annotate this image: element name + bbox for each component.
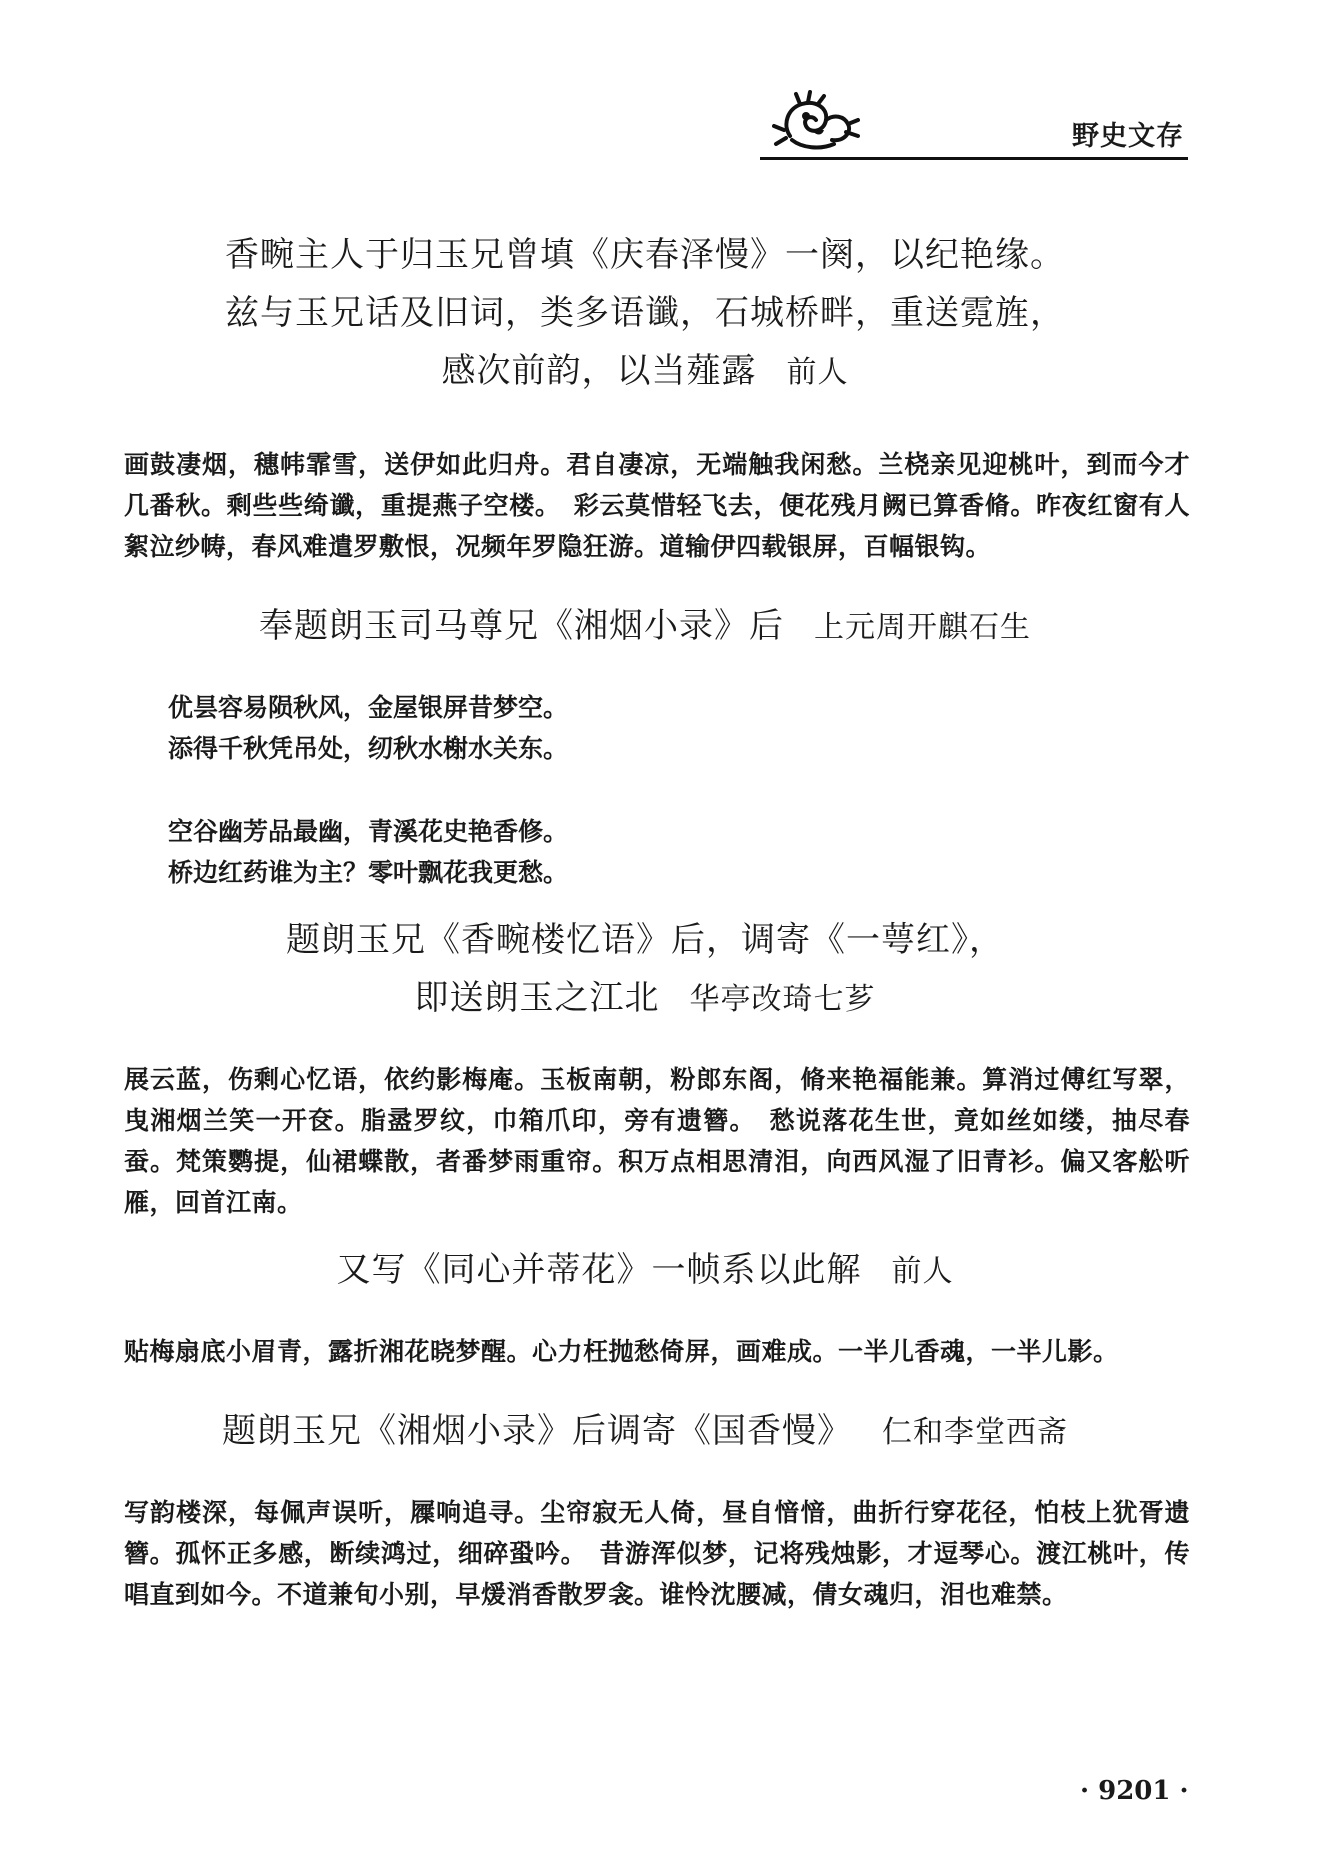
title-line: 奉题朗玉司马尊兄《湘烟小录》后 — [259, 606, 784, 646]
poem-author: 上元周开麒石生 — [814, 610, 1031, 645]
header-title: 野史文存 — [1072, 121, 1184, 152]
verse-line: 桥边红药谁为主？零叶飘花我更愁。 — [168, 858, 569, 887]
poem-body: 画鼓凄烟，穗帏霏雪，送伊如此归舟。君自凄凉，无端触我闲愁。兰桡亲见迎桃叶，到而今才几番秋。剩些些绮谶，重提燕子空楼。 彩云莫惜轻飞去，便花残月阙已算香脩。昨夜红窗有人絮泣纱帱，春风难遣罗敷恨，况频年罗隐狂游。道输伊四载银屏，百幅银钩。 — [124, 450, 1190, 561]
poem-title — [100, 226, 1190, 284]
poem-body: 贴梅扇底小眉青，露折湘花晓梦醒。心力枉抛愁倚屏，画难成。一半儿香魂，一半儿影。 — [124, 1337, 1119, 1366]
title-line: 香畹主人于归玉兄曾填《庆春泽慢》一阕，以纪艳缘。 — [225, 235, 1065, 275]
title-line: 即送朗玉之江北 — [414, 978, 660, 1018]
poem-body: 展云蓝，伤剩心忆语，依约影梅庵。玉板南朝，粉郎东阁，脩来艳福能兼。算消过傅红写翠，曳湘烟兰笑一开奁。脂盝罗纹，巾箱爪印，旁有遗簪。 愁说落花生世，竟如丝如缕，抽尽春蚕。梵策鹦提，仙裙蝶散，者番梦雨重帘。积万点相思清泪，向西风湿了旧青衫。偏又客舩听雁，回首江南。 — [124, 1065, 1190, 1217]
poem-title — [100, 342, 1190, 402]
title-line: 题朗玉兄《湘烟小录》后调寄《国香慢》 — [222, 1411, 852, 1451]
dragon-emblem-icon — [772, 90, 862, 156]
verse-line: 优昙容易陨秋风，金屋银屏昔梦空。 — [168, 693, 569, 722]
title-line: 感次前韵，以当薤露 — [441, 351, 757, 391]
poem-author: 前人 — [786, 355, 849, 390]
running-header — [760, 90, 1188, 160]
poem-body: 写韵楼深，每佩声误听，屧响追寻。尘帘寂无人倚，昼自愔愔，曲折行穿花径，怕枝上犹胥遗簪。孤怀正多感，断续鸿过，细碎蛩吟。 昔游浑似梦，记将残烛影，才逗琴心。渡江桃叶，传唱直到如今。不道兼旬小别，早煖消香散罗衾。谁怜沈腰减，倩女魂归，泪也难禁。 — [124, 1498, 1190, 1609]
title-line: 又写《同心并蒂花》一帧系以此解 — [336, 1250, 862, 1290]
title-line: 题朗玉兄《香畹楼忆语》后，调寄《一萼红》， — [286, 920, 1004, 960]
title-line: 兹与玉兄话及旧词，类多语谶，石城桥畔，重送霓旌， — [225, 293, 1065, 333]
poem-author: 仁和李堂西斋 — [882, 1415, 1068, 1450]
header-rule — [760, 157, 1188, 160]
page-number: · 9201 · — [1080, 1776, 1189, 1806]
poem-title — [100, 969, 1190, 1029]
poem-author: 前人 — [891, 1254, 954, 1289]
poem-title — [100, 911, 1190, 969]
page-content — [100, 226, 1190, 1615]
poem-title — [100, 597, 1190, 657]
verse-line: 添得千秋凭吊处，纫秋水榭水关东。 — [168, 734, 569, 763]
verse-line: 空谷幽芳品最幽，青溪花史艳香修。 — [168, 817, 569, 846]
poem-author: 华亭改琦七芗 — [689, 982, 876, 1017]
poem-title — [100, 1241, 1190, 1301]
poem-title — [100, 284, 1190, 342]
poem-title — [100, 1402, 1190, 1462]
